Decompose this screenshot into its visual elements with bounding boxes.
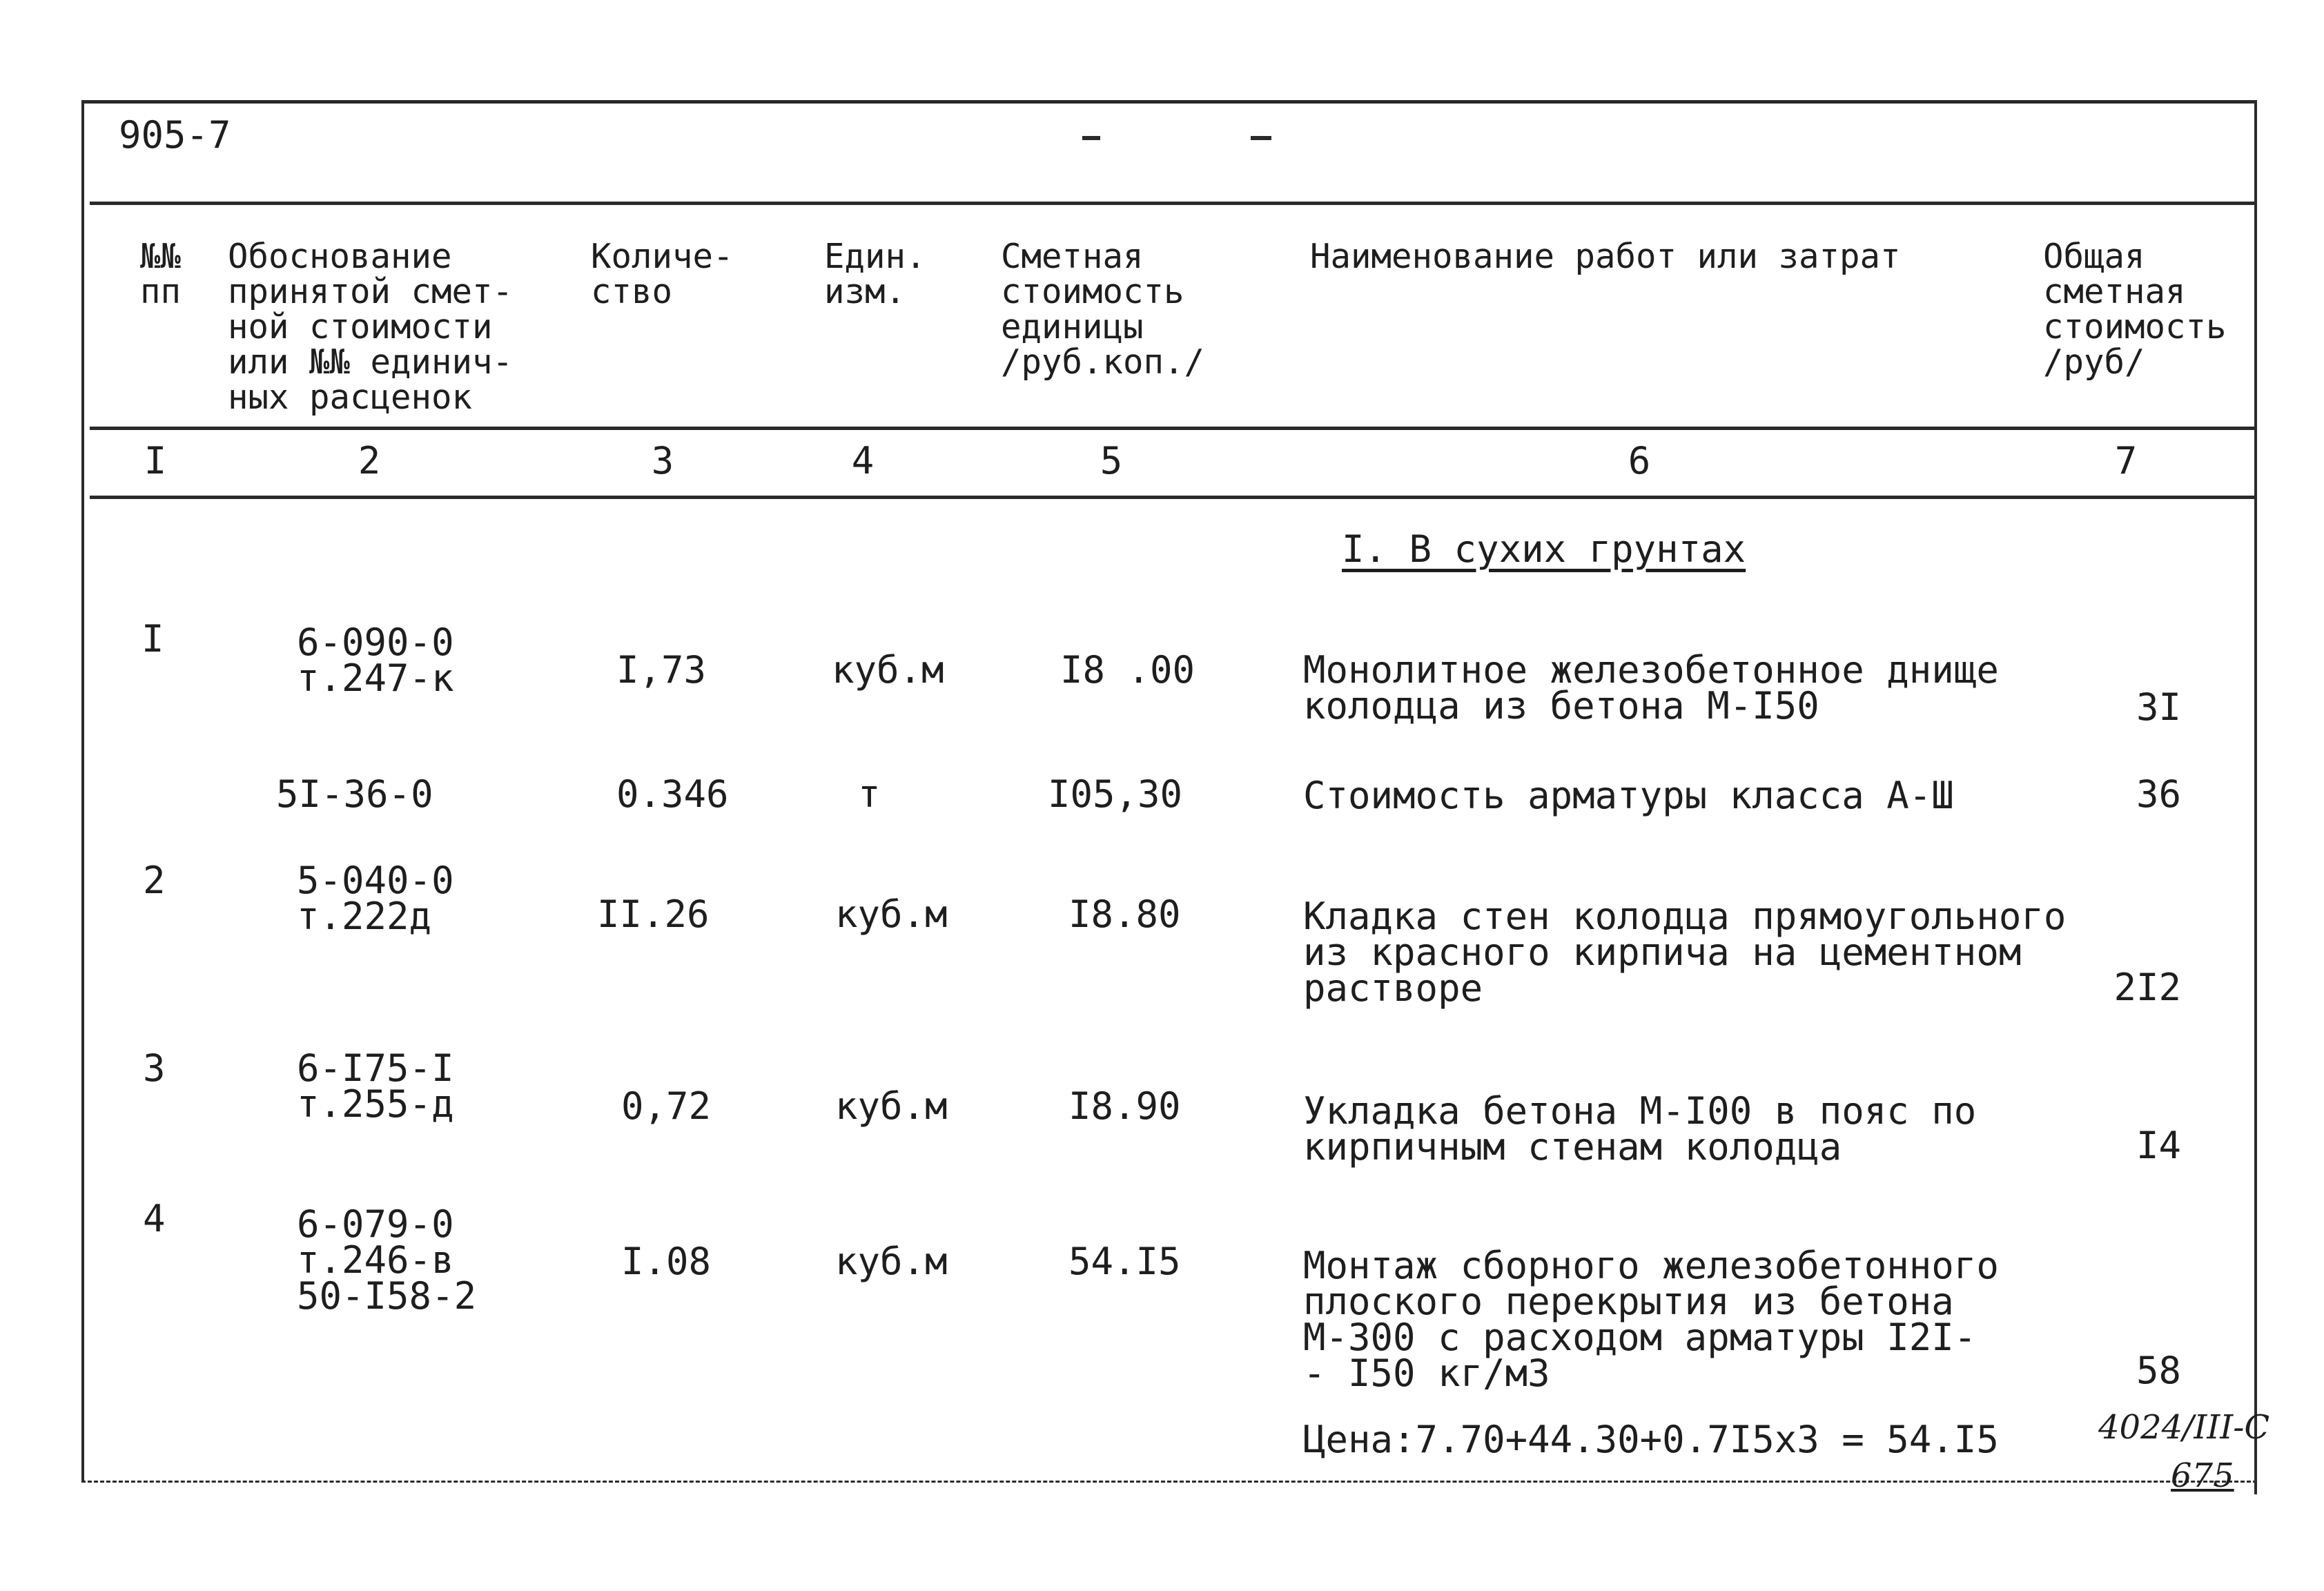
frame-top-line	[81, 100, 2257, 104]
row-5-unit: куб.м	[835, 1240, 948, 1283]
stamp-page: 675	[2171, 1456, 2234, 1495]
row-4-basis: 6-I75-I т.255-д	[297, 1046, 454, 1126]
row-1-price: I8 .00	[1060, 648, 1195, 692]
row-3-name: Кладка стен колодца прямоугольного из красного кирпича на цементном растворе	[1303, 895, 2067, 1010]
page-mark-1	[1082, 136, 1100, 140]
doc-code: 905-7	[119, 113, 231, 157]
row-3-qty: II.26	[597, 892, 710, 936]
colnum-bottom-line	[90, 496, 2254, 499]
row-3-no: 2	[143, 859, 166, 902]
frame-bottom-line	[81, 1481, 2257, 1483]
stamp-number: 4024/III-С	[2098, 1408, 2270, 1447]
row-2-basis: 5I-36-0	[276, 772, 433, 816]
row-5-basis: 6-079-0 т.246-в 50-I58-2	[297, 1202, 477, 1318]
row-3-unit: куб.м	[835, 892, 948, 936]
header-col-4: Един. изм.	[824, 237, 926, 311]
header-col-7: Общая сметная стоимость /руб/	[2043, 237, 2227, 382]
page-mark-2	[1251, 136, 1271, 140]
row-2-name: Стоимость арматуры класса А-Ш	[1303, 774, 1954, 817]
header-col-3: Количе- ство	[591, 237, 734, 311]
col-number-7: 7	[2114, 439, 2138, 482]
section-title: I. В сухих грунтах	[1342, 527, 1746, 571]
frame-right-line	[2254, 100, 2257, 1494]
row-4-name: Укладка бетона М-I00 в пояс по кирпичным стенам колодца	[1303, 1089, 1977, 1169]
row-3-basis: 5-040-0 т.222д	[297, 859, 454, 938]
row-2-unit: т	[858, 772, 881, 816]
row-1-basis: 6-090-0 т.247-к	[297, 621, 454, 700]
price-note: Цена:7.70+44.30+0.7I5х3 = 54.I5	[1303, 1418, 1999, 1461]
row-2-qty: 0.346	[616, 772, 729, 816]
row-4-total: I4	[2136, 1124, 2181, 1167]
row-3-price: I8.80	[1068, 892, 1181, 936]
col-number-5: 5	[1100, 439, 1123, 482]
header-col-1: №№ пп	[140, 237, 182, 311]
row-2-total: 36	[2136, 772, 2181, 816]
header-col-2: Обоснование принятой смет- ной стоимости или №№ единич- ных расценок	[228, 237, 514, 417]
header-col-5: Сметная стоимость единицы /руб.коп./	[1001, 237, 1205, 382]
row-5-price: 54.I5	[1068, 1240, 1181, 1283]
row-5-name: Монтаж сборного железобетонного плоского перекрытия из бетона М-300 с расходом арматуры I2I- - I50 кг/м3	[1303, 1244, 1999, 1395]
row-1-no: I	[141, 617, 164, 661]
col-number-2: 2	[358, 439, 381, 482]
row-5-qty: I.08	[621, 1240, 712, 1283]
col-number-6: 6	[1628, 439, 1651, 482]
row-4-unit: куб.м	[835, 1084, 948, 1128]
header-col-6: Наименование работ или затрат	[1310, 237, 1901, 276]
row-1-qty: I,73	[616, 648, 707, 692]
frame-left-line	[81, 100, 84, 1481]
row-3-total: 2I2	[2113, 966, 2181, 1009]
row-1-total: 3I	[2136, 685, 2181, 729]
row-1-unit: куб.м	[832, 648, 944, 692]
row-1-name: Монолитное железобетонное днище колодца из бетона М-I50	[1303, 648, 1999, 728]
row-5-no: 4	[143, 1197, 166, 1240]
row-4-price: I8.90	[1068, 1084, 1181, 1128]
header-top-line	[90, 202, 2254, 205]
row-4-qty: 0,72	[621, 1084, 712, 1128]
col-number-4: 4	[851, 439, 875, 482]
row-5-total: 58	[2136, 1349, 2181, 1392]
header-bottom-line	[90, 427, 2254, 430]
row-2-price: I05,30	[1048, 772, 1183, 816]
col-number-1: I	[144, 439, 167, 482]
col-number-3: 3	[651, 439, 674, 482]
row-4-no: 3	[143, 1046, 166, 1090]
